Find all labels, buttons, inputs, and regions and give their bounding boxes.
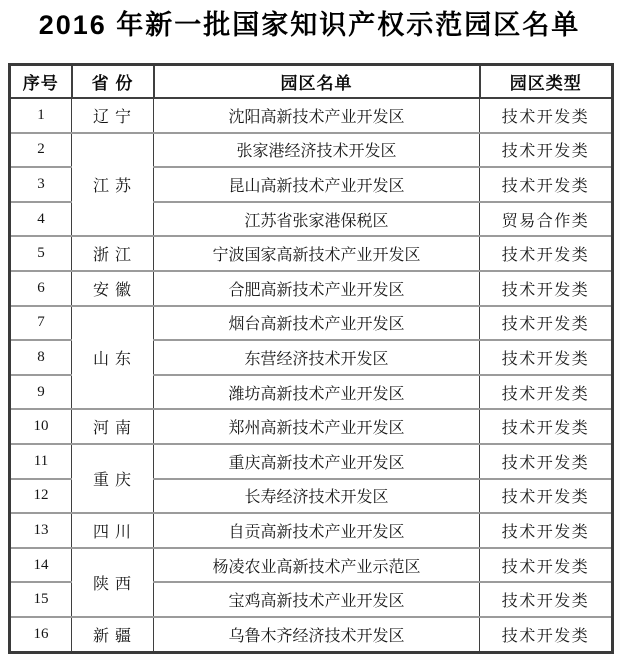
table-body: [10, 98, 613, 652]
cell-park-name: 张家港经济技术开发区: [154, 133, 480, 168]
cell-row-number: 13: [10, 513, 72, 548]
cell-park-name: 东营经济技术开发区: [154, 340, 480, 375]
cell-row-number: 11: [10, 444, 72, 479]
page-title: 2016 年新一批国家知识产权示范园区名单: [38, 10, 581, 40]
table-header-row: [10, 65, 613, 99]
cell-park-type: 技术开发类: [480, 479, 613, 514]
table-row: [10, 306, 613, 341]
table-header: [10, 65, 613, 99]
cell-row-number: 7: [10, 306, 72, 341]
table-row: [10, 409, 613, 444]
cell-park-name: 宝鸡高新技术产业开发区: [154, 582, 480, 617]
cell-row-number: 8: [10, 340, 72, 375]
cell-park-name: 宁波国家高新技术产业开发区: [154, 236, 480, 271]
cell-row-number: 5: [10, 236, 72, 271]
cell-park-name: 沈阳高新技术产业开发区: [154, 98, 480, 133]
table-row: [10, 236, 613, 271]
cell-row-number: 10: [10, 409, 72, 444]
cell-park-name: 重庆高新技术产业开发区: [154, 444, 480, 479]
cell-park-type: 技术开发类: [480, 133, 613, 168]
park-table: [8, 63, 614, 654]
cell-park-type: 技术开发类: [480, 98, 613, 133]
table-row: [10, 548, 613, 583]
cell-park-type: 贸易合作类: [480, 202, 613, 237]
cell-park-name: 杨凌农业高新技术产业示范区: [154, 548, 480, 583]
cell-park-type: 技术开发类: [480, 582, 613, 617]
cell-park-name: 烟台高新技术产业开发区: [154, 306, 480, 341]
col-header-no: 序号: [10, 65, 72, 99]
cell-park-type: 技术开发类: [480, 617, 613, 652]
cell-row-number: 14: [10, 548, 72, 583]
cell-park-type: 技术开发类: [480, 271, 613, 306]
document-page: [0, 8, 619, 660]
cell-province: 山 东: [72, 306, 154, 410]
col-header-province: 省 份: [72, 65, 154, 99]
cell-row-number: 6: [10, 271, 72, 306]
cell-row-number: 4: [10, 202, 72, 237]
table-row: [10, 617, 613, 652]
cell-park-type: 技术开发类: [480, 409, 613, 444]
col-header-park: 园区名单: [154, 65, 480, 99]
cell-park-type: 技术开发类: [480, 306, 613, 341]
cell-row-number: 2: [10, 133, 72, 168]
cell-park-type: 技术开发类: [480, 340, 613, 375]
cell-province: 浙 江: [72, 236, 154, 271]
cell-province: 陕 西: [72, 548, 154, 617]
cell-row-number: 3: [10, 167, 72, 202]
cell-park-name: 江苏省张家港保税区: [154, 202, 480, 237]
cell-park-name: 长寿经济技术开发区: [154, 479, 480, 514]
cell-province: 新 疆: [72, 617, 154, 652]
cell-park-type: 技术开发类: [480, 548, 613, 583]
cell-province: 河 南: [72, 409, 154, 444]
cell-row-number: 1: [10, 98, 72, 133]
col-header-type: 园区类型: [480, 65, 613, 99]
cell-park-type: 技术开发类: [480, 236, 613, 271]
cell-park-name: 乌鲁木齐经济技术开发区: [154, 617, 480, 652]
cell-row-number: 16: [10, 617, 72, 652]
cell-province: 四 川: [72, 513, 154, 548]
cell-province: 安 徽: [72, 271, 154, 306]
cell-park-type: 技术开发类: [480, 375, 613, 410]
cell-row-number: 9: [10, 375, 72, 410]
table-row: [10, 133, 613, 168]
cell-park-type: 技术开发类: [480, 513, 613, 548]
cell-row-number: 15: [10, 582, 72, 617]
cell-park-type: 技术开发类: [480, 444, 613, 479]
cell-province: 重 庆: [72, 444, 154, 513]
table-row: [10, 444, 613, 479]
cell-park-name: 潍坊高新技术产业开发区: [154, 375, 480, 410]
cell-row-number: 12: [10, 479, 72, 514]
table-row: [10, 271, 613, 306]
cell-park-name: 郑州高新技术产业开发区: [154, 409, 480, 444]
cell-park-name: 合肥高新技术产业开发区: [154, 271, 480, 306]
cell-province: 江 苏: [72, 133, 154, 237]
cell-park-type: 技术开发类: [480, 167, 613, 202]
cell-province: 辽 宁: [72, 98, 154, 133]
table-row: [10, 513, 613, 548]
cell-park-name: 昆山高新技术产业开发区: [154, 167, 480, 202]
cell-park-name: 自贡高新技术产业开发区: [154, 513, 480, 548]
table-row: [10, 98, 613, 133]
